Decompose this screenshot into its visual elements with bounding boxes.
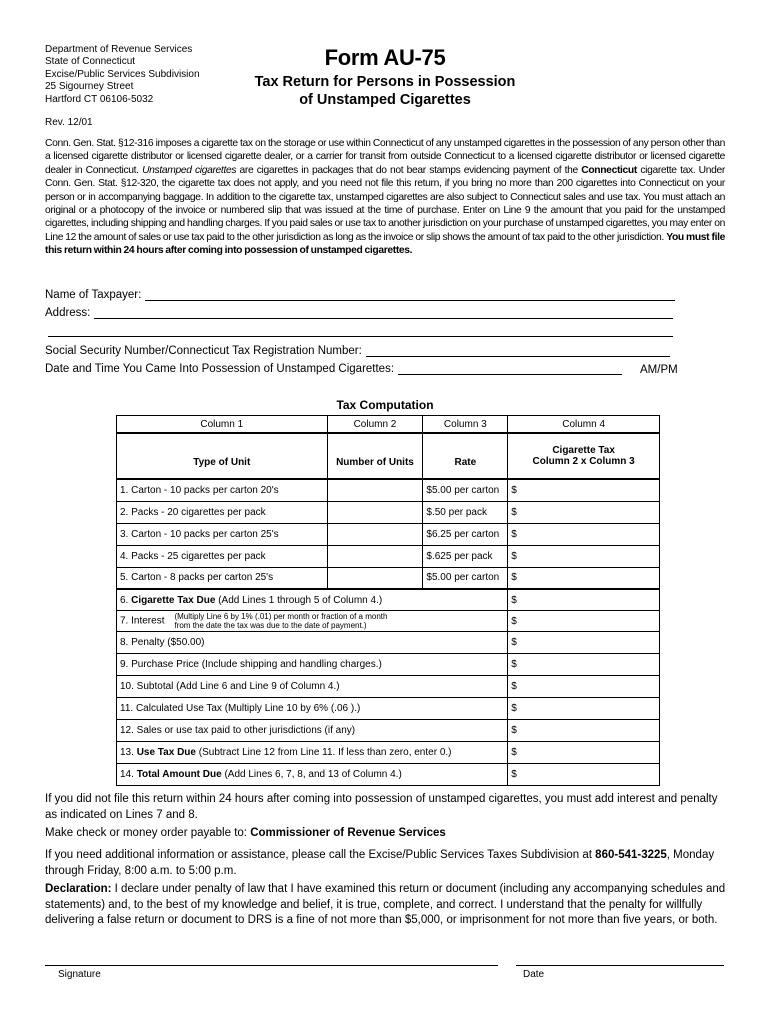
line-label: 9. Purchase Price (Include shipping and handling charges.) bbox=[117, 654, 508, 676]
taxpayer-name-input[interactable] bbox=[145, 287, 675, 301]
amount-input[interactable]: $ bbox=[508, 676, 660, 698]
amount-input[interactable]: $ bbox=[508, 611, 660, 632]
amount-input[interactable]: $ bbox=[508, 654, 660, 676]
declaration-text: I declare under penalty of law that I have examined this return or document (including any accompanying schedules and statements) and, to the best of my knowledge and belief, it is true, complete, and correct. I understand that the penalty for willfully delivering a false return or document to DRS is a fine of not more than $5,000, or imprisonment for not more than five years, or both. bbox=[45, 883, 726, 926]
taxpayer-name-label: Name of Taxpayer: bbox=[45, 289, 142, 301]
line-bold: Total Amount Due bbox=[136, 769, 222, 780]
info-text: If you need additional information or assistance, please call the Excise/Public Services Taxes Subdivision at bbox=[45, 849, 596, 861]
unit-label: 5. Carton - 8 packs per carton 25's bbox=[117, 567, 328, 589]
intro-bold-ct: Connecticut bbox=[581, 164, 637, 176]
line-14-label bbox=[117, 764, 508, 786]
amount-input[interactable]: $ bbox=[508, 479, 660, 501]
late-filing-notice: If you did not file this return within 24 hours after coming into possession of unstamped cigarettes, you must add interest and penalty as indicated on Lines 7 and 8. bbox=[45, 793, 718, 821]
date-label: Date bbox=[523, 969, 545, 980]
amount-input[interactable]: $ bbox=[508, 698, 660, 720]
intro-text-1: Conn. Gen. Stat. §12-316 imposes a cigarette tax on the storage or use within Connecticut of any unstamped cigarettes in the possession of any person other than a licensed cigarette distributor or licensed cigarette dealer, or a carrier for transit from outside Connecticut to a licensed cigarette distributor or licensed cigarette dealer in Connecticut. bbox=[45, 138, 725, 176]
interest-note-2: from the date the tax was due to the date of payment.) bbox=[174, 621, 367, 630]
amount-input[interactable]: $ bbox=[508, 742, 660, 764]
payable-name: Commissioner of Revenue Services bbox=[250, 827, 446, 839]
form-subtitle-2: of Unstamped Cigarettes bbox=[299, 92, 471, 108]
amount-input[interactable]: $ bbox=[508, 501, 660, 523]
table-row bbox=[117, 698, 660, 720]
unit-label: 2. Packs - 20 cigarettes per pack bbox=[117, 501, 328, 523]
cigarette-tax-header-2: Column 2 x Column 3 bbox=[532, 456, 635, 467]
address-line: Department of Revenue Services bbox=[45, 44, 193, 55]
interest-note bbox=[174, 612, 387, 630]
address-input-1[interactable] bbox=[94, 305, 673, 319]
line-13-label bbox=[117, 742, 508, 764]
line-number: 13. bbox=[120, 747, 137, 758]
ampm-label: AM/PM bbox=[640, 364, 678, 376]
amount-input[interactable]: $ bbox=[508, 632, 660, 654]
possession-date-label: Date and Time You Came Into Possession of Unstamped Cigarettes: bbox=[45, 363, 395, 375]
form-subtitle-1: Tax Return for Persons in Possession bbox=[254, 74, 516, 90]
column-label: Column 4 bbox=[508, 416, 660, 434]
intro-italic: Unstamped cigarettes bbox=[142, 164, 237, 176]
address-label: Address: bbox=[45, 307, 91, 319]
amount-input[interactable]: $ bbox=[508, 589, 660, 611]
line-7-row bbox=[117, 611, 660, 632]
intro-bold-deadline: You must file this return within 24 hours after coming into possession of unstamped cigarettes. bbox=[45, 231, 725, 257]
rate-header: Rate bbox=[423, 433, 508, 479]
intro-text-2: are cigarettes in packages that do not bear stamps evidencing payment of the bbox=[236, 164, 582, 176]
table-row bbox=[117, 632, 660, 654]
column-label: Column 2 bbox=[327, 416, 423, 434]
line-text: (Add Lines 6, 7, 8, and 13 of Column 4.) bbox=[221, 769, 402, 780]
date-line[interactable] bbox=[516, 965, 724, 980]
ssn-input[interactable] bbox=[366, 343, 670, 357]
line-text: 7. Interest bbox=[120, 615, 165, 627]
type-of-unit-header: Type of Unit bbox=[117, 433, 328, 479]
taxpayer-name-field bbox=[45, 287, 675, 301]
intro-text-3: cigarette tax. Under Conn. Gen. Stat. §12-320, the cigarette tax does not apply, and you need not file this return, if you bring no more than 200 cigarettes into Connecticut on your person or in accompanying baggage. In addition to the cigarette tax, unstamped cigarettes are also subject to Connecticut sales and use tax. You must attach an original or a photocopy of the invoice or numbered slip that was issued at the time of purchase. Enter on Line 9 the amount that you paid for the unstamped cigarettes, including shipping and handling charges. If you paid sales or use tax to another jurisdiction on your purchase of unstamped cigarettes, you may enter on Line 12 the amount of sales or use tax paid to the other jurisdiction as long as the invoice or slip shows the amount of tax paid to the other jurisdiction. bbox=[45, 164, 725, 243]
intro-paragraph bbox=[45, 137, 725, 258]
tax-computation-table bbox=[116, 415, 660, 786]
units-input[interactable] bbox=[327, 479, 423, 501]
line-bold: Cigarette Tax Due bbox=[131, 594, 216, 606]
ssn-label: Social Security Number/Connecticut Tax Registration Number: bbox=[45, 345, 362, 357]
line-label: 8. Penalty ($50.00) bbox=[117, 632, 508, 654]
address-line: State of Connecticut bbox=[45, 56, 136, 68]
info-contact bbox=[45, 848, 730, 879]
column-header-row bbox=[117, 433, 660, 479]
interest-note-1: (Multiply Line 6 by 1% (.01) per month or fraction of a month bbox=[174, 612, 388, 621]
line-7-label bbox=[117, 611, 508, 632]
signature-label: Signature bbox=[58, 969, 101, 980]
unit-label: 1. Carton - 10 packs per carton 20's bbox=[117, 479, 328, 501]
table-row bbox=[117, 545, 660, 567]
info-hours: , Monday through Friday, 8:00 a.m. to 5:00 p.m. bbox=[45, 849, 715, 877]
table-row bbox=[117, 479, 660, 501]
ssn-field bbox=[45, 343, 670, 357]
line-label: 12. Sales or use tax paid to other jurisdictions (if any) bbox=[117, 720, 508, 742]
declaration-label: Declaration: bbox=[45, 883, 112, 895]
table-row bbox=[117, 720, 660, 742]
column-label: Column 3 bbox=[423, 416, 508, 434]
line-6-row bbox=[117, 589, 660, 611]
address-line: Excise/Public Services Subdivision bbox=[45, 68, 200, 80]
payable-to bbox=[45, 826, 730, 842]
cigarette-tax-header bbox=[508, 433, 660, 479]
phone-number: 860-541-3225 bbox=[595, 849, 667, 861]
line-text: (Add Lines 1 through 5 of Column 4.) bbox=[215, 594, 383, 606]
line-6-label bbox=[117, 589, 508, 611]
tax-computation-title: Tax Computation bbox=[336, 398, 434, 412]
form-title-block bbox=[225, 45, 545, 109]
address-line: Hartford CT 06106-5032 bbox=[45, 93, 154, 105]
line-label: 10. Subtotal (Add Line 6 and Line 9 of Column 4.) bbox=[117, 676, 508, 698]
declaration bbox=[45, 882, 730, 929]
amount-input[interactable]: $ bbox=[508, 523, 660, 545]
address-field-line2 bbox=[45, 323, 673, 337]
table-row bbox=[117, 654, 660, 676]
amount-input[interactable]: $ bbox=[508, 545, 660, 567]
column-label: Column 1 bbox=[117, 416, 328, 434]
agency-address bbox=[45, 44, 200, 106]
rate-value: $.625 per pack bbox=[423, 545, 508, 567]
payable-text: Make check or money order payable to: bbox=[45, 827, 251, 839]
rate-value: $6.25 per carton bbox=[423, 523, 508, 545]
form-title: Form AU-75 bbox=[324, 45, 446, 70]
line-number: 14. bbox=[120, 769, 137, 780]
line-label: 11. Calculated Use Tax (Multiply Line 10 by 6% (.06 ).) bbox=[117, 698, 508, 720]
possession-date-input[interactable] bbox=[398, 361, 622, 375]
line-13-row bbox=[117, 742, 660, 764]
table-row bbox=[117, 501, 660, 523]
signature-line[interactable] bbox=[45, 965, 498, 980]
unit-label: 4. Packs - 25 cigarettes per pack bbox=[117, 545, 328, 567]
address-field bbox=[45, 305, 673, 319]
rate-value: $.50 per pack bbox=[423, 501, 508, 523]
units-input[interactable] bbox=[327, 545, 423, 567]
possession-date-field bbox=[45, 361, 622, 375]
unit-label: 3. Carton - 10 packs per carton 25's bbox=[117, 523, 328, 545]
amount-input[interactable]: $ bbox=[508, 764, 660, 786]
line-number: 6. bbox=[120, 594, 132, 606]
table-row bbox=[117, 567, 660, 589]
revision-date: Rev. 12/01 bbox=[45, 117, 93, 128]
cigarette-tax-header-1: Cigarette Tax bbox=[552, 445, 615, 456]
address-line: 25 Sigourney Street bbox=[45, 81, 134, 93]
units-input[interactable] bbox=[327, 567, 423, 589]
units-input[interactable] bbox=[327, 523, 423, 545]
rate-value: $5.00 per carton bbox=[423, 567, 508, 589]
column-number-row bbox=[117, 416, 660, 434]
number-of-units-header: Number of Units bbox=[327, 433, 423, 479]
units-input[interactable] bbox=[327, 501, 423, 523]
line-text: (Subtract Line 12 from Line 11. If less than zero, enter 0.) bbox=[195, 747, 452, 758]
table-row bbox=[117, 676, 660, 698]
address-input-2[interactable] bbox=[48, 323, 673, 337]
table-row bbox=[117, 523, 660, 545]
line-bold: Use Tax Due bbox=[136, 747, 196, 758]
amount-input[interactable]: $ bbox=[508, 567, 660, 589]
amount-input[interactable]: $ bbox=[508, 720, 660, 742]
line-14-row bbox=[117, 764, 660, 786]
rate-value: $5.00 per carton bbox=[423, 479, 508, 501]
